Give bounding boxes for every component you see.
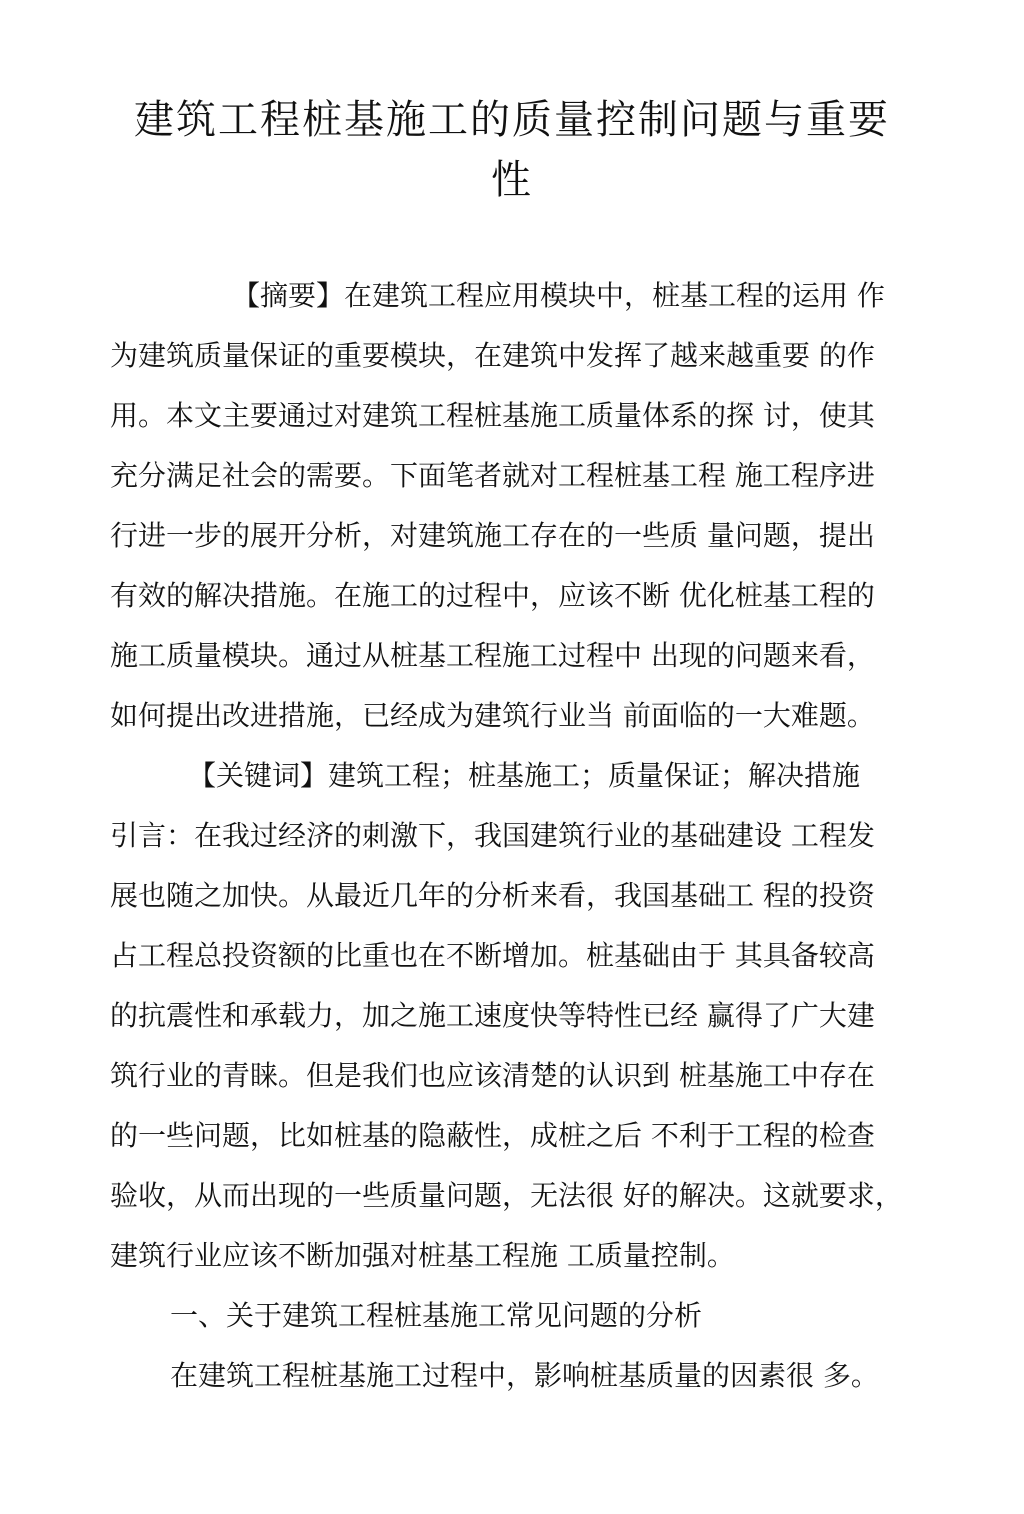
abstract-line: 行进一步的展开分析，对建筑施工存在的一些质 量问题，提出 — [110, 519, 875, 552]
abstract-line: 【摘要】在建筑工程应用模块中，桩基工程的运用 作 — [232, 279, 885, 312]
section-heading: 一、关于建筑工程桩基施工常见问题的分析 — [170, 1299, 703, 1332]
section-paragraph-line: 在建筑工程桩基施工过程中，影响桩基质量的因素很 多。 — [170, 1359, 879, 1392]
abstract-line: 为建筑质量保证的重要模块，在建筑中发挥了越来越重要 的作 — [110, 339, 875, 372]
introduction-line: 的一些问题，比如桩基的隐蔽性，成桩之后 不利于工程的检查 — [110, 1119, 875, 1152]
introduction-line: 占工程总投资额的比重也在不断增加。桩基础由于 其具备较高 — [110, 939, 875, 972]
keywords-line: 【关键词】建筑工程；桩基施工；质量保证；解决措施 — [188, 759, 861, 792]
abstract-line: 有效的解决措施。在施工的过程中，应该不断 优化桩基工程的 — [110, 579, 875, 612]
introduction-line: 建筑行业应该不断加强对桩基工程施 工质量控制。 — [110, 1239, 735, 1272]
abstract-line: 施工质量模块。通过从桩基工程施工过程中 出现的问题来看， — [110, 639, 875, 672]
introduction-line: 展也随之加快。从最近几年的分析来看，我国基础工 程的投资 — [110, 879, 875, 912]
introduction-line: 的抗震性和承载力，加之施工速度快等特性已经 赢得了广大建 — [110, 999, 875, 1032]
introduction-line: 引言：在我过经济的刺激下，我国建筑行业的基础建设 工程发 — [110, 819, 875, 852]
abstract-line: 如何提出改进措施，已经成为建筑行业当 前面临的一大难题。 — [110, 699, 875, 732]
abstract-line: 充分满足社会的需要。下面笔者就对工程桩基工程 施工程序进 — [110, 459, 875, 492]
introduction-line: 筑行业的青睐。但是我们也应该清楚的认识到 桩基施工中存在 — [110, 1059, 875, 1092]
document-title-line-2: 性 — [491, 157, 533, 203]
document-title-line-1: 建筑工程桩基施工的质量控制问题与重要 — [134, 97, 890, 143]
abstract-line: 用。本文主要通过对建筑工程桩基施工质量体系的探 讨，使其 — [110, 399, 875, 432]
introduction-line: 验收，从而出现的一些质量问题，无法很 好的解决。这就要求， — [110, 1179, 903, 1212]
